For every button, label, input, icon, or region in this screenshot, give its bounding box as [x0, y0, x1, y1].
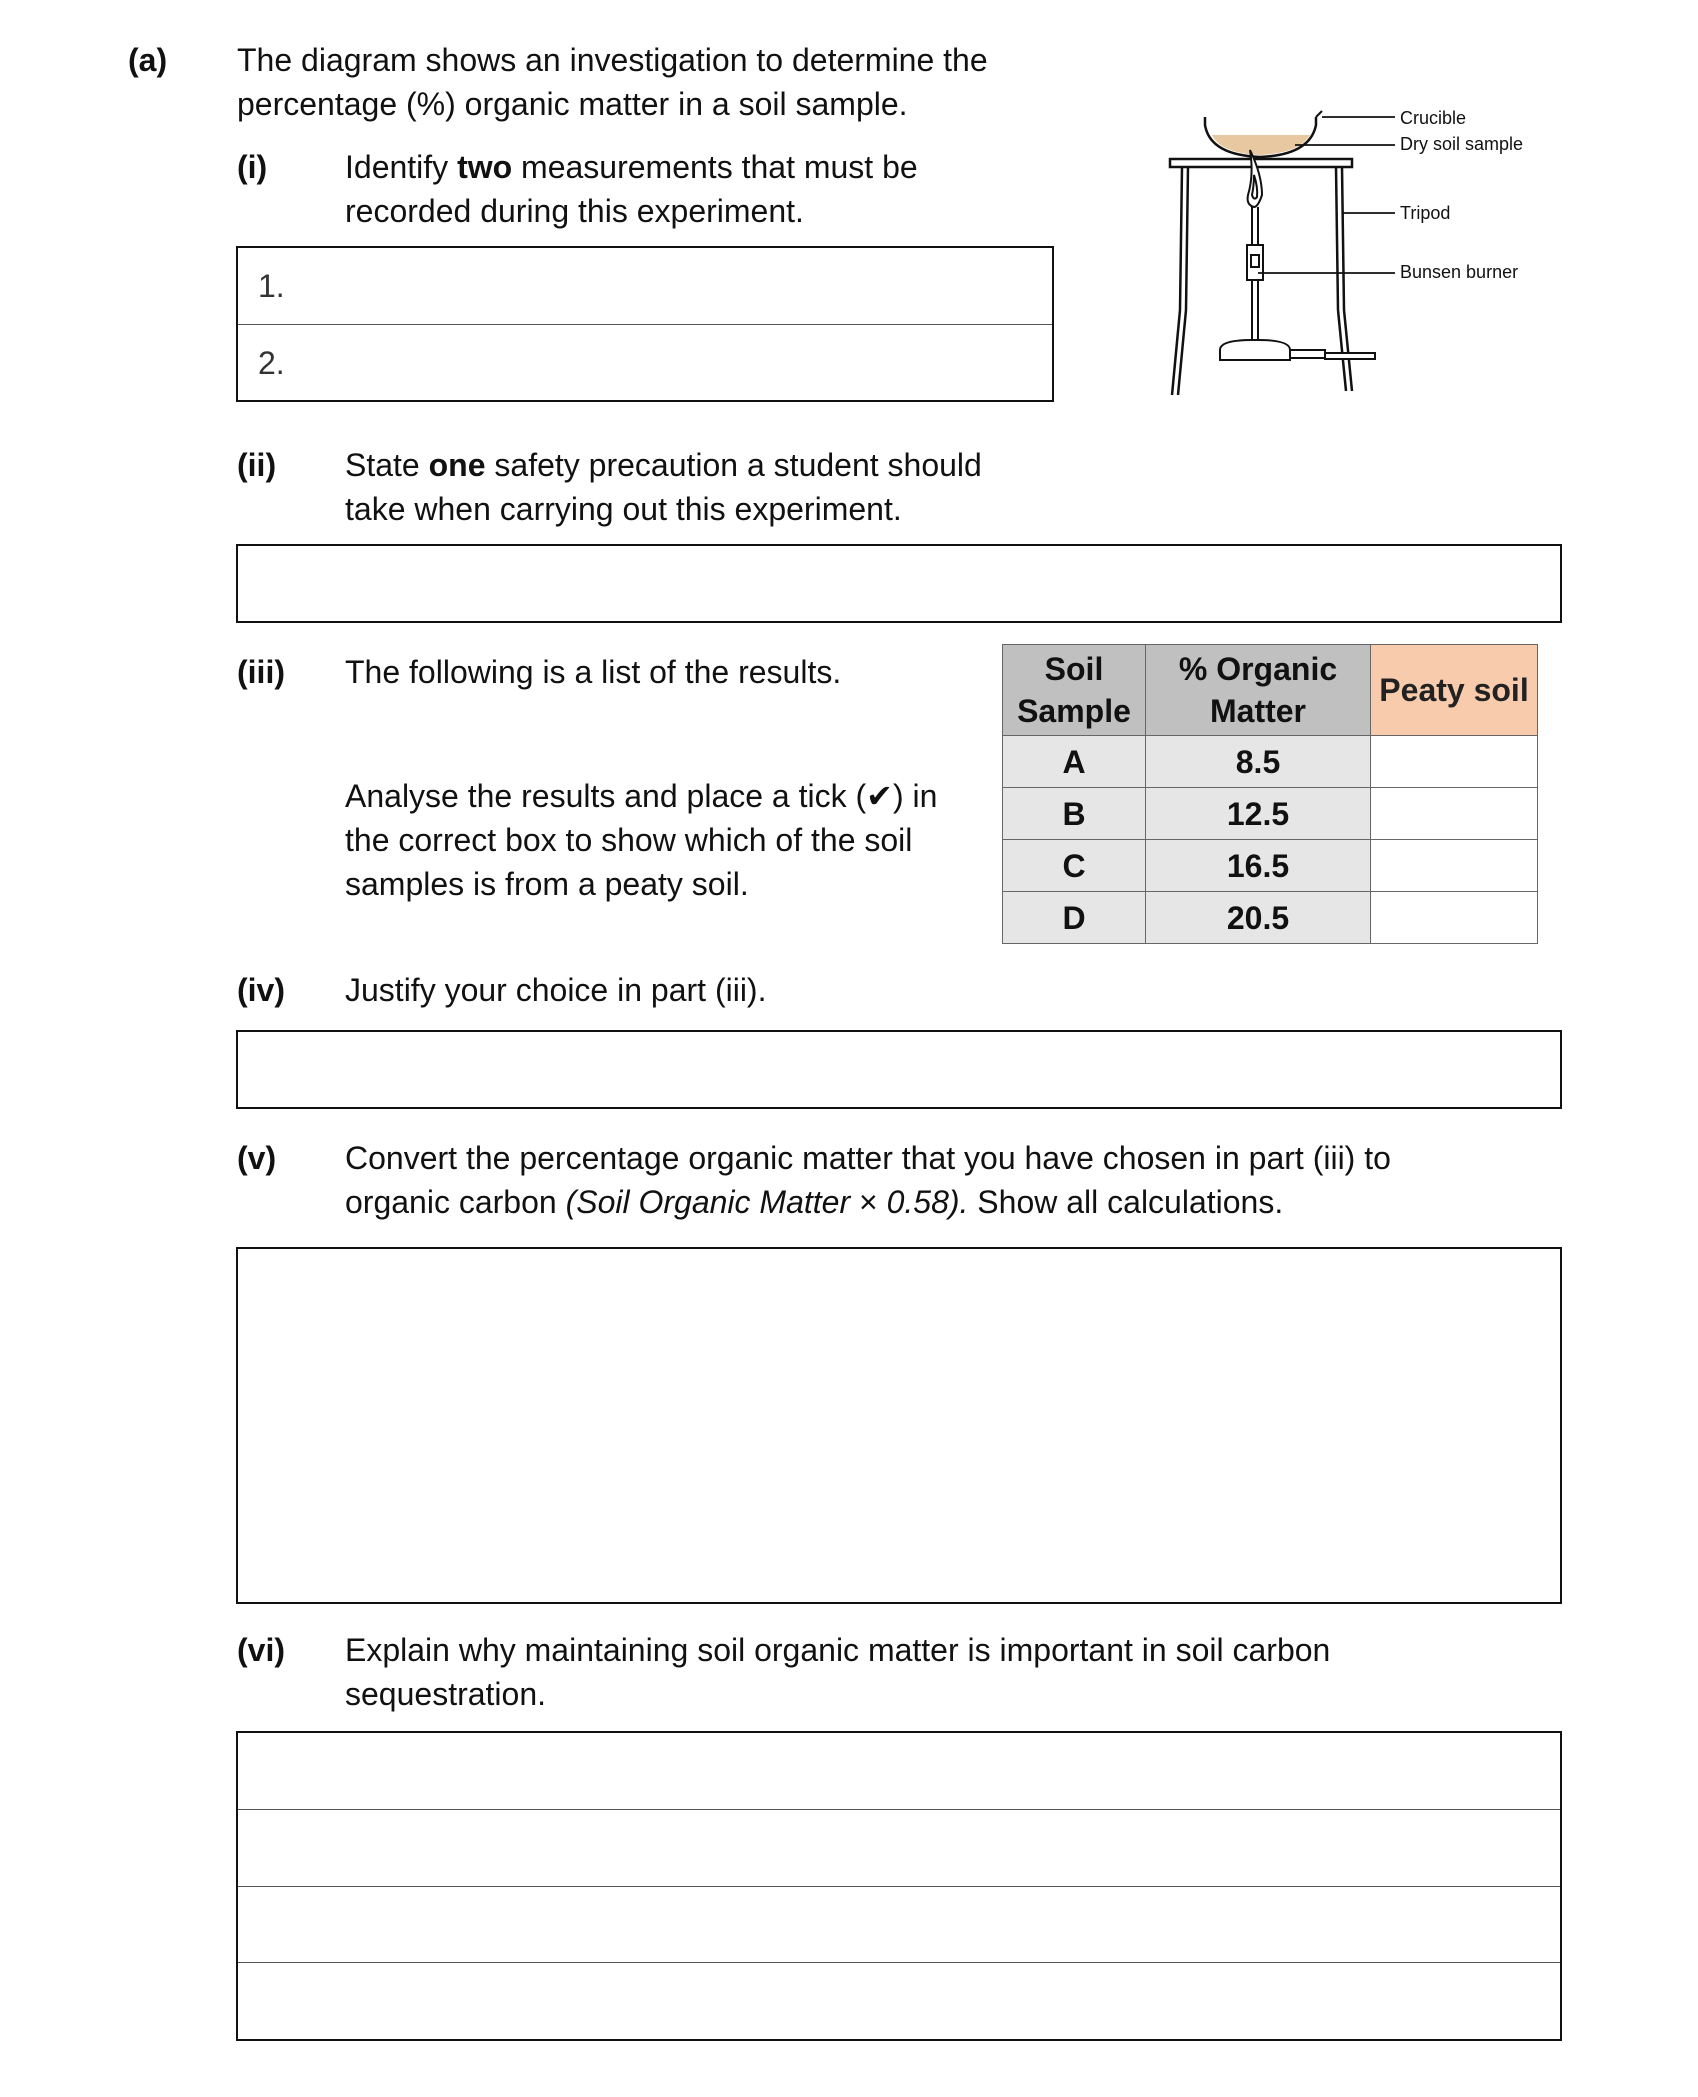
table-row	[1003, 892, 1538, 944]
sample-cell: A	[1003, 736, 1146, 788]
q-v-text: Convert the percentage organic matter that you have chosen in part (iii) to organic carbon (Soil Organic Matter × 0.58). Show all calculations.	[345, 1140, 1391, 1220]
q-i-answer-box	[236, 246, 1054, 402]
q-iv-answer-box[interactable]	[236, 1030, 1562, 1109]
intro-line-1: The diagram shows an investigation to determine the	[237, 42, 988, 78]
q-iii-text: The following is a list of the results.	[345, 654, 842, 690]
q-iv-label: (iv)	[237, 972, 285, 1008]
answer-line[interactable]	[238, 1963, 1560, 2038]
dry-soil-label: Dry soil sample	[1400, 134, 1524, 154]
q-iii-label: (iii)	[237, 654, 285, 690]
value-cell: 12.5	[1146, 788, 1371, 840]
q-vi-text: Explain why maintaining soil organic matter is important in soil carbon sequestration.	[345, 1632, 1331, 1712]
answer-line-2[interactable]: 2.	[258, 345, 285, 381]
answer-line[interactable]	[238, 1733, 1560, 1809]
answer-line[interactable]	[238, 1887, 1560, 1962]
tick-box[interactable]	[1371, 840, 1538, 892]
bunsen-label: Bunsen burner	[1400, 262, 1519, 282]
table-row	[1003, 788, 1538, 840]
results-table	[1002, 644, 1538, 944]
tick-box[interactable]	[1371, 788, 1538, 840]
tick-box[interactable]	[1371, 892, 1538, 944]
experiment-diagram	[1150, 95, 1570, 415]
sample-cell: C	[1003, 840, 1146, 892]
sample-cell: D	[1003, 892, 1146, 944]
q-ii-text: State one safety precaution a student should take when carrying out this experiment.	[345, 447, 982, 527]
value-cell: 20.5	[1146, 892, 1371, 944]
crucible-icon	[1205, 111, 1322, 157]
answer-line-1[interactable]: 1.	[258, 268, 285, 304]
header-organic-matter: % Organic Matter	[1146, 645, 1371, 736]
table-row	[1003, 736, 1538, 788]
q-iii-instruction: Analyse the results and place a tick (✔) in the correct box to show which of the soil samples is from a peaty soil.	[345, 778, 938, 902]
table-row	[1003, 840, 1538, 892]
answer-line[interactable]	[238, 1810, 1560, 1886]
q-vi-answer-box	[236, 1731, 1562, 2041]
tick-box[interactable]	[1371, 736, 1538, 788]
q-v-label: (v)	[237, 1140, 277, 1176]
q-i-text: Identify two measurements that must be recorded during this experiment.	[345, 149, 918, 229]
header-soil-sample: Soil Sample	[1003, 645, 1146, 736]
q-i-label: (i)	[237, 149, 268, 185]
value-cell: 8.5	[1146, 736, 1371, 788]
q-v-answer-box[interactable]	[236, 1247, 1562, 1604]
q-vi-label: (vi)	[237, 1632, 285, 1668]
part-a-intro	[237, 38, 1137, 126]
bunsen-burner-icon	[1220, 150, 1375, 360]
q-ii-label: (ii)	[237, 447, 277, 483]
part-a-label: (a)	[128, 42, 168, 78]
crucible-label: Crucible	[1400, 108, 1467, 128]
q-iv-text: Justify your choice in part (iii).	[345, 972, 767, 1008]
sample-cell: B	[1003, 788, 1146, 840]
value-cell: 16.5	[1146, 840, 1371, 892]
q-ii-answer-box[interactable]	[236, 544, 1562, 623]
tripod-label: Tripod	[1400, 203, 1451, 223]
intro-line-2: percentage (%) organic matter in a soil sample.	[237, 86, 908, 122]
header-peaty-soil: Peaty soil	[1371, 645, 1538, 736]
